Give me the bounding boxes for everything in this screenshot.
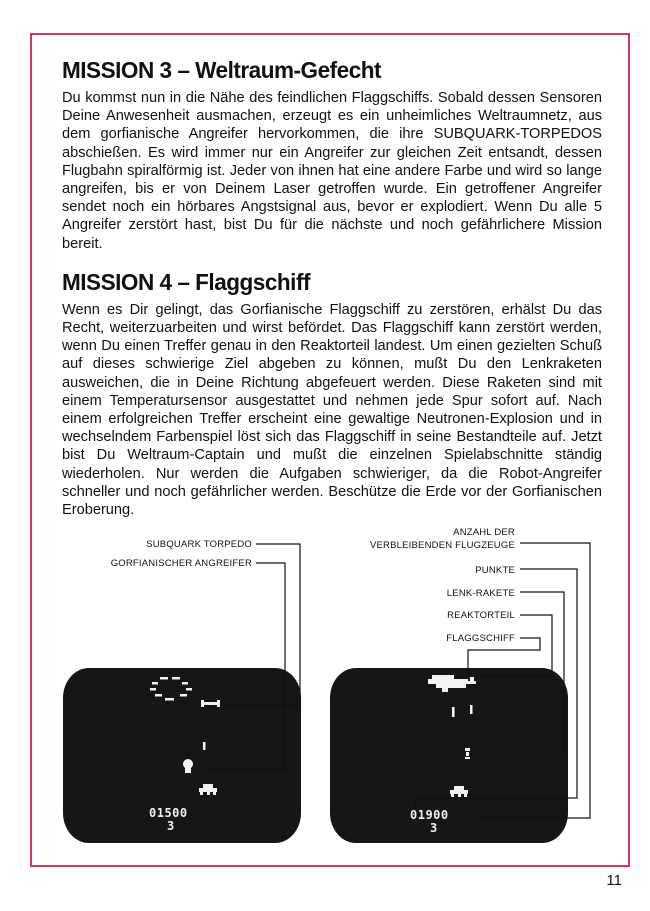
label-reactor: REAKTORTEIL xyxy=(447,610,515,621)
mission4-paragraph: Wenn es Dir gelingt, das Gorfianische Flaggschiff zu zerstören, erhälst Du das Recht, weiterzuarbeiten und wirst befördet. Das Flaggschiff kann zerstört werden, wenn Du einen Treffer genau in den Reaktorteil landest. Um einen gezielten Schuß auf dieses schwierige Ziel abgeben zu können, mußt Du den Lenkraketen ausweichen, die in Deine Richtung abgefeuert werden. Diese Raketen sind mit einem Temperatursensor ausgestattet und nehmen jede Spur sofort auf. Nach einem erfolgreichen Treffer erscheint eine gewaltige Neutronen-Explosion und in wechselndem Farbenspiel löst sich das Flaggschiff in seine Bestandteile auf. Jetzt bist Du Weltraum-Captain und mußt die einzelnen Spielabschnitte ständig wiederholen. Nur werden die Aufgaben schwieriger, da die Robot-Angreifer schneller und noch gefährlicher werden. Beschütze die Erde vor der Gorfianischen Eroberung. xyxy=(62,301,602,519)
label-subquark-torpedo: SUBQUARK TORPEDO xyxy=(146,539,252,550)
label-remaining-count-1: ANZAHL DER xyxy=(453,527,515,538)
mission3-heading: MISSION 3 – Weltraum-Gefecht xyxy=(62,57,382,83)
right-score: 01900 xyxy=(410,808,449,822)
left-lives: 3 xyxy=(167,819,175,833)
label-remaining-count-2: VERBLEIBENDEN FLUGZEUGE xyxy=(369,540,515,551)
left-score: 01500 xyxy=(149,806,188,820)
mission3-paragraph: Du kommst nun in die Nähe des feindlichen Flaggschiffs. Sobald dessen Sensoren Deine Anwesenheit ausmachen, erzeugt es ein unheimliches Weltraumnetz, aus dem gorfianische Angreifer hervorkommen, die ihre SUBQUARK-TORPEDOS abschießen. Es wird immer nur ein Angreifer zur gleichen Zeit entsandt, dessen Flugbahn spiralförmig ist. Jeder von ihnen hat eine andere Farbe und wird so lange angreifen, bis er von Deinem Laser getroffen wurde. Ein getroffener Angreifer sendet noch ein hörbares Angstsignal aus, bevor er explodiert. Wenn Du alle 5 Angreifer zerstört hast, bist Du für die nächste und noch gefährlichere Mission bereit. xyxy=(62,90,602,252)
label-flagship: FLAGGSCHIFF xyxy=(446,633,515,644)
right-lives: 3 xyxy=(430,821,438,835)
page-number: 11 xyxy=(606,872,622,889)
text-content xyxy=(62,55,602,519)
label-homing-missile: LENK-RAKETE xyxy=(446,588,515,599)
mission4-heading: MISSION 4 – Flaggschiff xyxy=(62,268,310,295)
right-game-screen xyxy=(330,668,568,843)
label-gorfian-attacker: GORFIANISCHER ANGREIFER xyxy=(110,558,252,569)
label-points: PUNKTE xyxy=(475,565,515,576)
